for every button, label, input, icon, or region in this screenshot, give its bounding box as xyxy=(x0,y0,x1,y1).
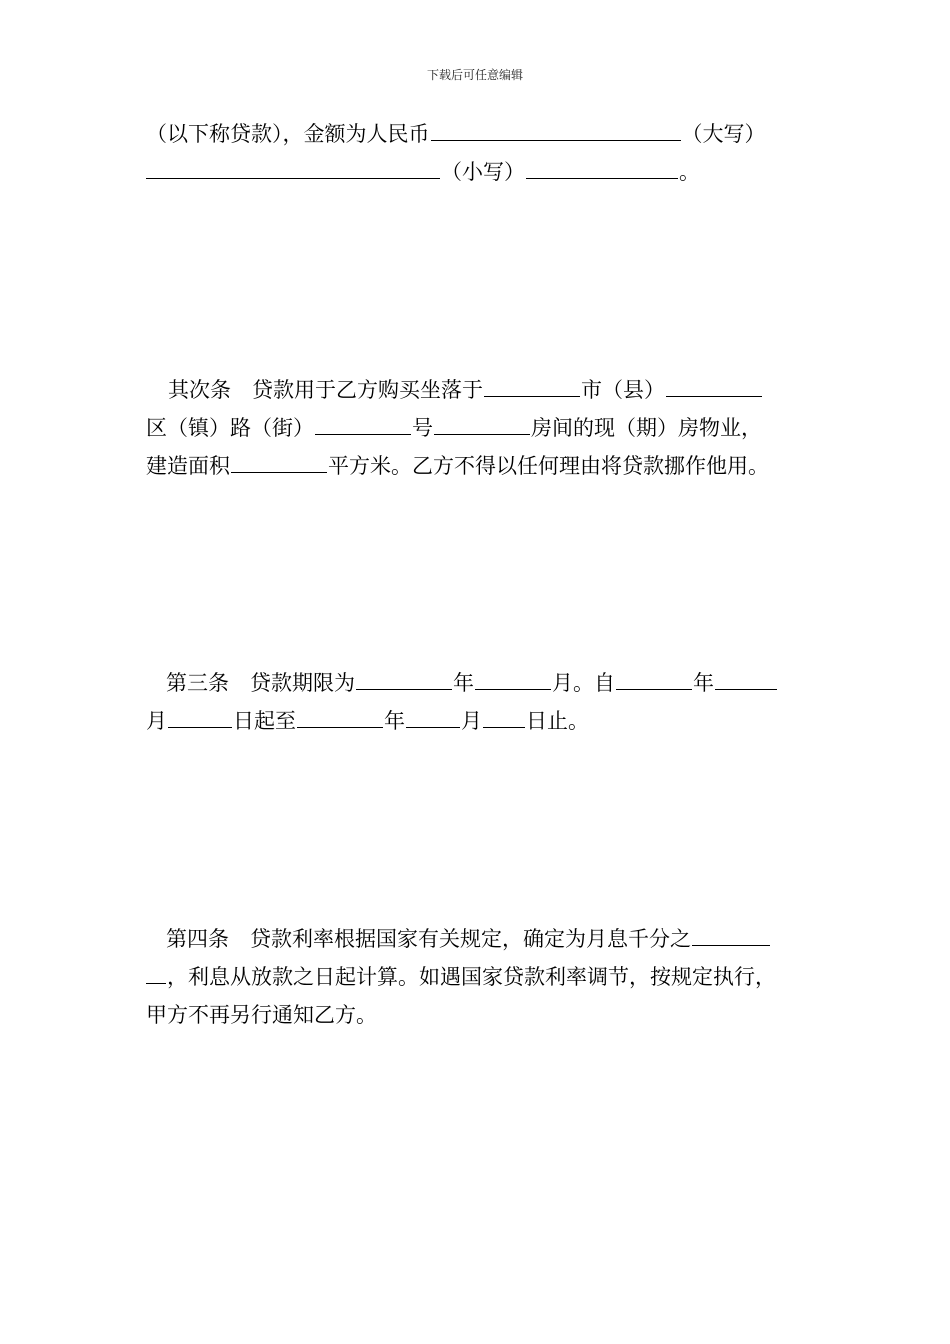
clause4-line2 xyxy=(146,963,816,991)
clause4-text-notice: 甲方不再另行通知乙方。 xyxy=(146,1003,377,1027)
city-blank[interactable] xyxy=(484,376,580,397)
clause2-line3 xyxy=(146,452,816,480)
clause2-text-number: 号 xyxy=(412,416,433,440)
clause3-text-month2: 月 xyxy=(461,709,482,733)
end-month-blank[interactable] xyxy=(406,707,460,728)
street-blank[interactable] xyxy=(315,414,411,435)
clause3-text-end: 日止。 xyxy=(526,709,589,733)
clause3-text-year3: 年 xyxy=(384,709,405,733)
clause3-text-year: 年 xyxy=(453,671,474,695)
clause3-text-from: 月。自 xyxy=(552,671,615,695)
term-months-blank[interactable] xyxy=(475,669,551,690)
clause3-text-month: 月 xyxy=(146,709,167,733)
number-blank[interactable] xyxy=(434,414,530,435)
clause4-line3 xyxy=(146,1001,816,1029)
clause2-text-purchase: 其次条 贷款用于乙方购买坐落于 xyxy=(168,378,483,402)
amount-uppercase-blank-cont[interactable] xyxy=(146,158,440,179)
start-month-blank[interactable] xyxy=(715,669,777,690)
start-year-blank[interactable] xyxy=(616,669,692,690)
county-blank[interactable] xyxy=(666,376,762,397)
start-day-blank[interactable] xyxy=(168,707,232,728)
clause2-text-area: 建造面积 xyxy=(146,454,230,478)
clause1-text-lowercase: （小写） xyxy=(441,160,525,184)
clause1-text-period: 。 xyxy=(679,160,700,184)
clause1-text-uppercase: （大写） xyxy=(681,122,766,146)
clause1-line2 xyxy=(146,158,816,186)
clause3-text-until: 日起至 xyxy=(233,709,296,733)
clause1-text-amount: （以下称贷款），金额为人民币 xyxy=(146,122,430,146)
clause2-text-district: 区（镇）路（街） xyxy=(146,416,314,440)
clause1-line1 xyxy=(146,120,816,148)
area-blank[interactable] xyxy=(231,452,327,473)
clause3-text-term: 第三条 贷款期限为 xyxy=(166,671,355,695)
clause4-text-interest: ，利息从放款之日起计算。如遇国家贷款利率调节，按规定执行， xyxy=(167,965,776,989)
clause4-text-rate: 第四条 贷款利率根据国家有关规定，确定为月息千分之 xyxy=(166,927,691,951)
clause2-line1 xyxy=(146,376,816,404)
clause2-line2 xyxy=(146,414,816,442)
interest-rate-blank[interactable] xyxy=(692,925,770,946)
amount-uppercase-blank[interactable] xyxy=(431,120,681,141)
clause2-text-room: 房间的现（期）房物业， xyxy=(531,416,762,440)
end-year-blank[interactable] xyxy=(297,707,383,728)
page-header: 下载后可任意编辑 xyxy=(426,68,523,82)
clause2-text-sqm: 平方米。乙方不得以任何理由将贷款挪作他用。 xyxy=(328,454,769,478)
clause4-line1 xyxy=(146,925,816,953)
end-day-blank[interactable] xyxy=(483,707,525,728)
clause3-line1 xyxy=(146,669,816,697)
clause3-text-year2: 年 xyxy=(693,671,714,695)
term-years-blank[interactable] xyxy=(356,669,452,690)
clause3-line2 xyxy=(146,707,816,735)
amount-lowercase-blank[interactable] xyxy=(526,158,678,179)
clause2-text-city: 市（县） xyxy=(581,378,665,402)
interest-rate-blank-cont[interactable] xyxy=(146,963,166,984)
